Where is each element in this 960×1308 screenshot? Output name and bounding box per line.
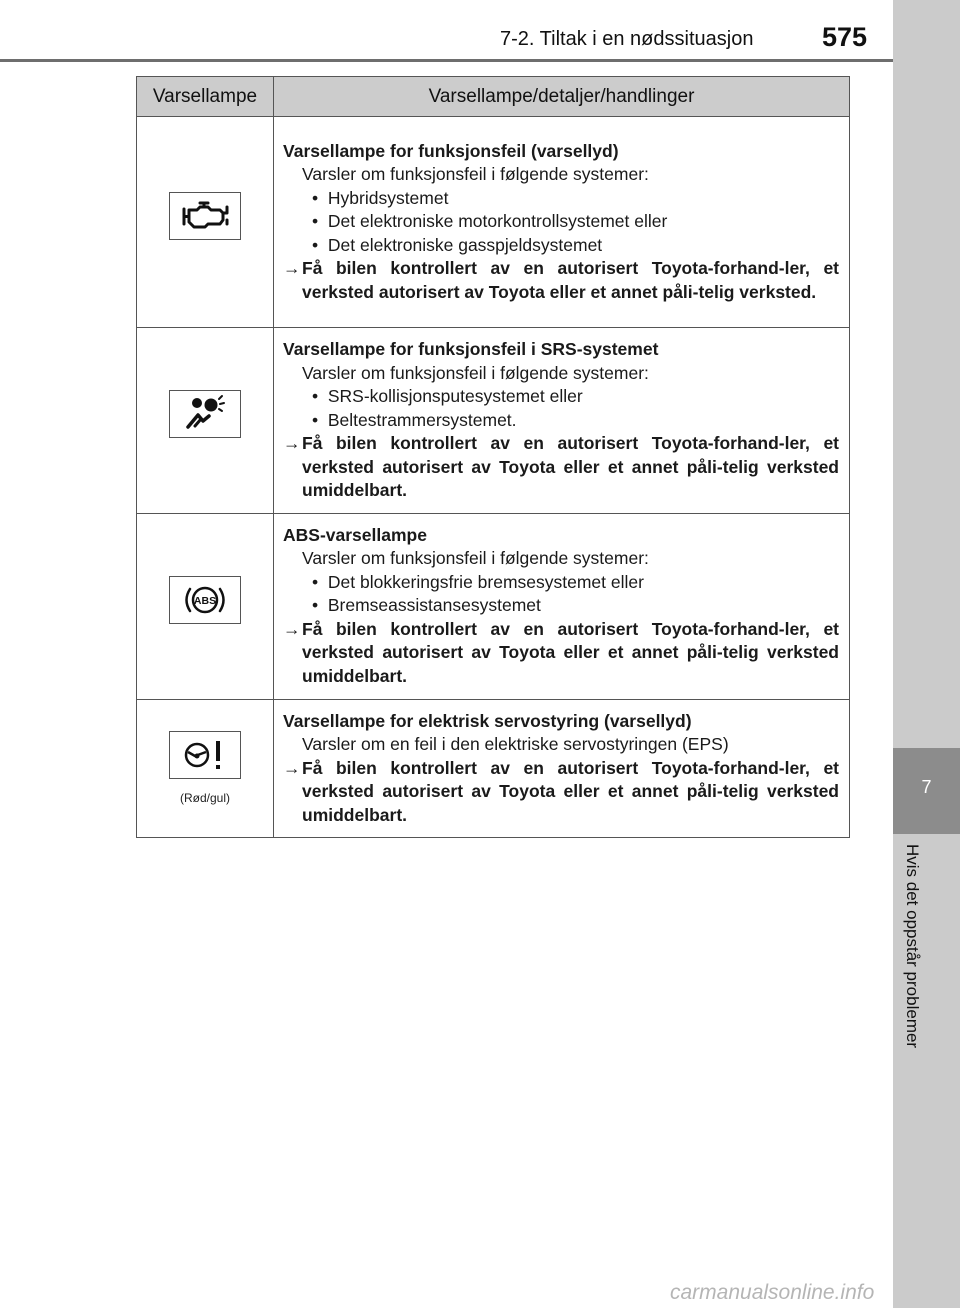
- page-number: 575: [822, 22, 868, 52]
- airbag-icon: [169, 390, 241, 438]
- column-header-light: Varsellampe: [137, 77, 274, 117]
- bullet-item: • SRS-kollisjonsputesystemet eller: [312, 386, 583, 406]
- table-header-row: [137, 77, 850, 117]
- header-divider: [0, 59, 893, 62]
- item-description: Varsler om funksjonsfeil i følgende systemer:: [302, 362, 649, 383]
- action-text: →Få bilen kontrollert av en autorisert Toyota-forhand-ler, et verksted autorisert av Toyota eller et annet påli-telig verksted.: [283, 258, 839, 302]
- watermark: carmanualsonline.info: [670, 1281, 875, 1304]
- table-row: [137, 328, 850, 514]
- abs-icon-label: ABS: [193, 595, 217, 607]
- item-title: Varsellampe for elektrisk servostyring (varsellyd): [283, 710, 692, 731]
- arrow-icon: →: [283, 757, 301, 778]
- details-cell: [274, 328, 850, 514]
- action-text: →Få bilen kontrollert av en autorisert Toyota-forhand-ler, et verksted autorisert av Toyota eller et annet påli-telig verksted umiddelbart.: [283, 618, 839, 686]
- icon-cell: [137, 117, 274, 328]
- table-row: [137, 117, 850, 328]
- column-header-details: Varsellampe/detaljer/handlinger: [274, 77, 850, 117]
- power-steering-icon: [169, 731, 241, 779]
- item-title: Varsellampe for funksjonsfeil i SRS-systemet: [283, 339, 659, 359]
- icon-cell: [137, 699, 274, 838]
- item-description: Varsler om funksjonsfeil i følgende systemer:: [302, 548, 649, 569]
- chapter-title: Hvis det oppstår problemer: [903, 844, 922, 1049]
- chapter-side-tab: [893, 0, 960, 1308]
- chapter-number: 7: [921, 777, 932, 797]
- engine-check-icon: [169, 192, 241, 240]
- details-cell: [274, 513, 850, 699]
- bullet-item: • Hybridsystemet: [312, 187, 449, 208]
- bullet-item: • Det blokkeringsfrie bremsesystemet eller: [312, 571, 644, 592]
- table-row: [137, 513, 850, 699]
- warning-light-table: [136, 76, 850, 838]
- arrow-icon: →: [283, 618, 301, 639]
- arrow-icon: →: [283, 433, 301, 453]
- item-description: Varsler om funksjonsfeil i følgende systemer:: [302, 164, 649, 185]
- section-title: 7-2. Tiltak i en nødssituasjon: [500, 28, 754, 50]
- details-cell: [274, 117, 850, 328]
- abs-icon: [169, 576, 241, 624]
- icon-caption: (Rød/gul): [179, 791, 230, 806]
- item-title: ABS-varsellampe: [283, 524, 427, 545]
- details-cell: [274, 699, 850, 838]
- icon-cell: [137, 513, 274, 699]
- action-text: →Få bilen kontrollert av en autorisert Toyota-forhand-ler, et verksted autorisert av Toyota eller et annet påli-telig verksted umiddelbart.: [283, 433, 839, 500]
- table-row: [137, 699, 850, 838]
- item-description: Varsler om en feil i den elektriske servostyringen (EPS): [302, 734, 729, 754]
- bullet-item: • Det elektroniske motorkontrollsystemet eller: [312, 211, 668, 232]
- bullet-item: • Bremseassistansesystemet: [312, 595, 541, 616]
- bullet-item: • Beltestrammersystemet.: [312, 409, 517, 430]
- arrow-icon: →: [283, 258, 301, 279]
- bullet-item: • Det elektroniske gasspjeldsystemet: [312, 234, 603, 255]
- icon-cell: [137, 328, 274, 514]
- action-text: →Få bilen kontrollert av en autorisert Toyota-forhand-ler, et verksted autorisert av Toyota eller et annet påli-telig verksted umiddelbart.: [283, 757, 839, 825]
- item-title: Varsellampe for funksjonsfeil (varsellyd): [283, 140, 619, 161]
